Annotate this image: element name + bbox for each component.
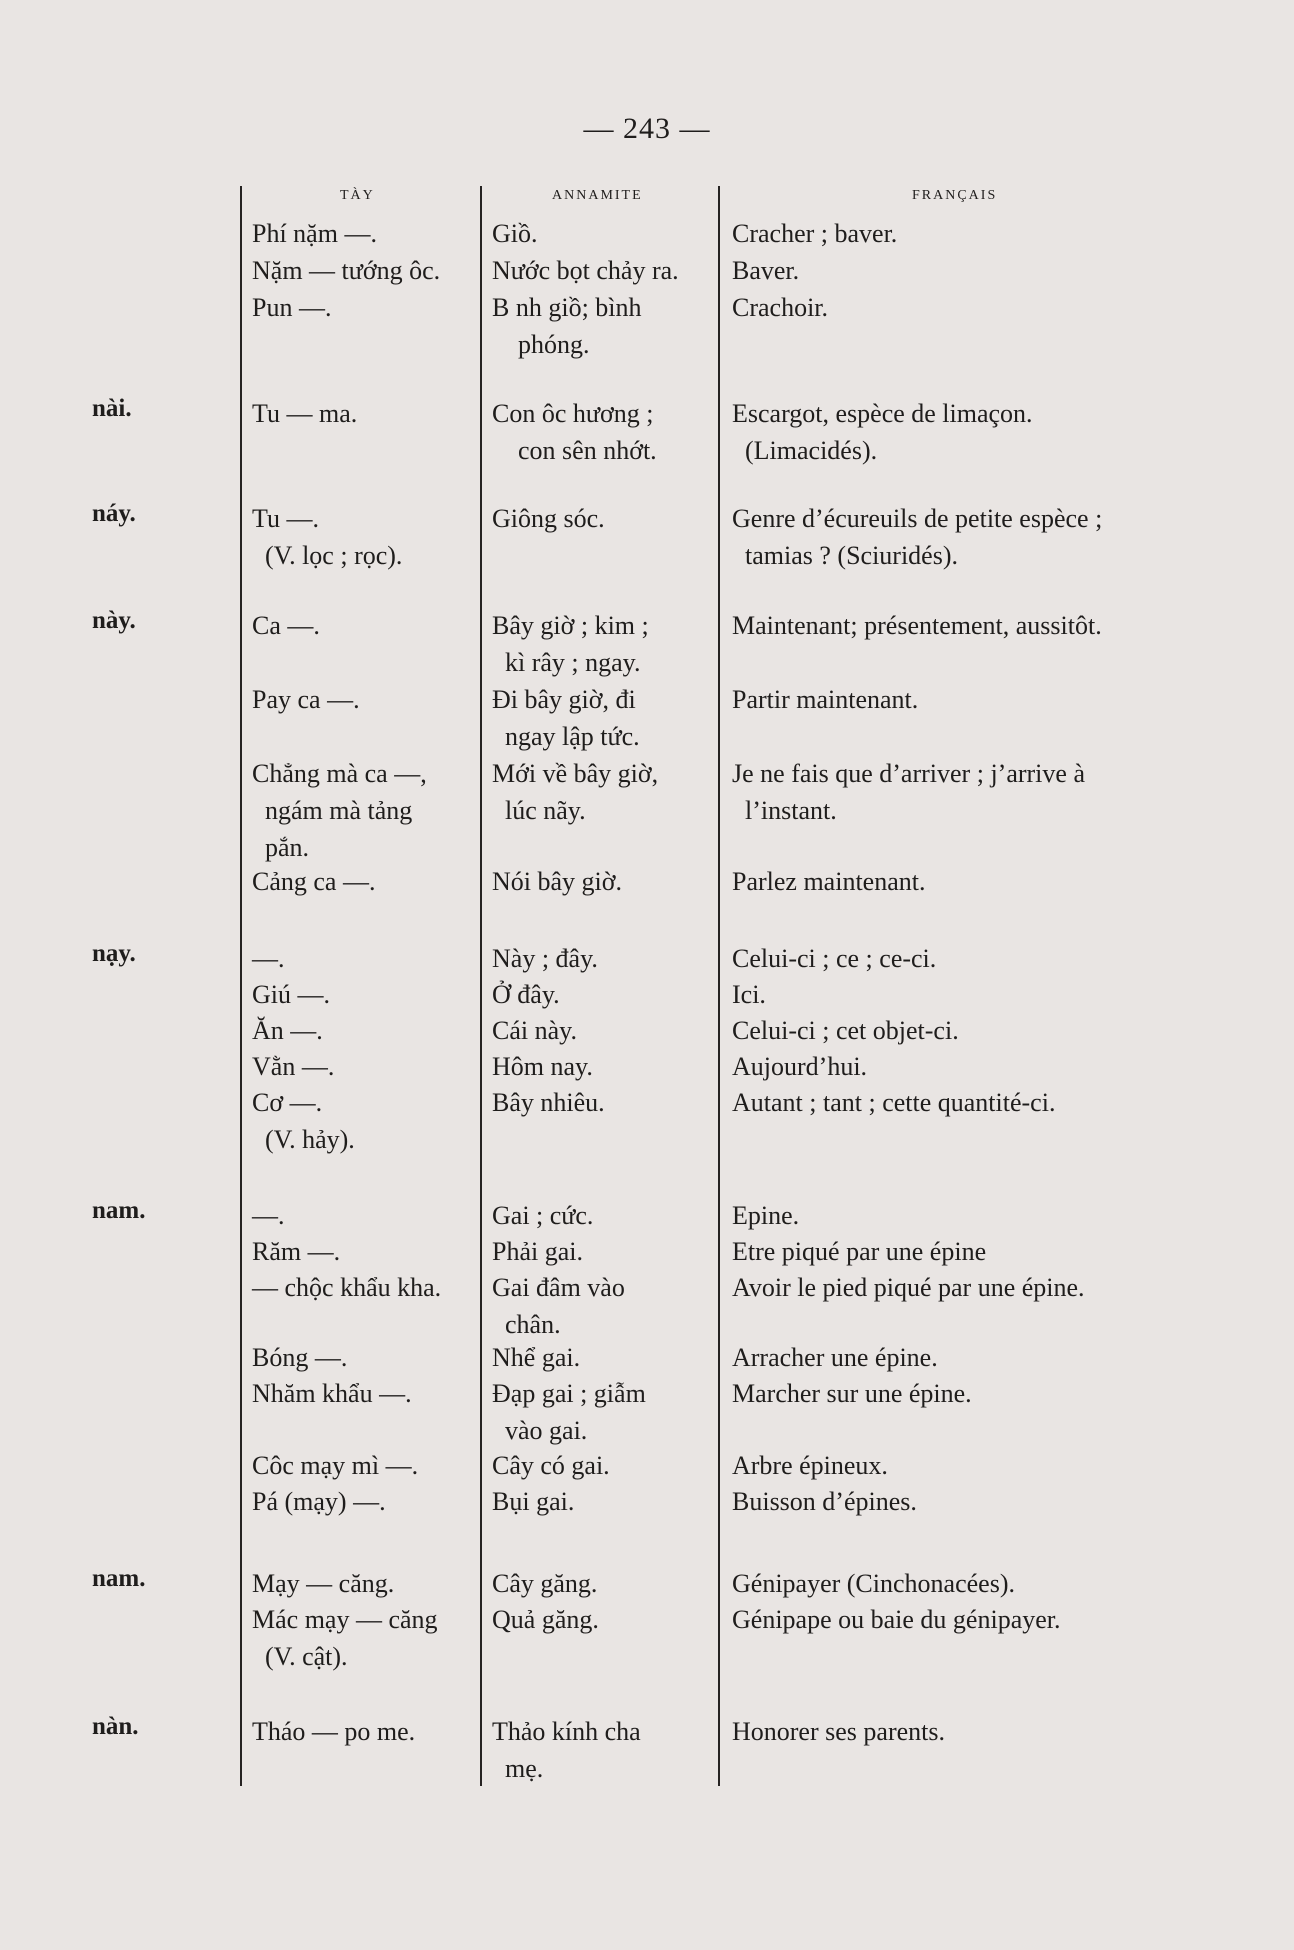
francais-cell: Partir maintenant.: [732, 685, 919, 714]
annamite-cell: Hôm nay.: [492, 1052, 593, 1081]
francais-cell: Baver.: [732, 256, 800, 285]
tay-cell: Bóng —.: [252, 1343, 348, 1372]
annamite-cell: Nói bây giờ.: [492, 867, 623, 896]
entry-headword: nài.: [92, 395, 132, 422]
francais-cell: Aujourd’hui.: [732, 1052, 868, 1081]
entry-headword: nam.: [92, 1197, 146, 1224]
francais-cell: Genre d’écureuils de petite espèce ; tamias ? (Sciuridés).: [732, 504, 1103, 570]
francais-cell: Celui-ci ; cet objet-ci.: [732, 1016, 959, 1045]
entry-headword: này.: [92, 607, 136, 634]
tay-cell: Mác mạy — căng (V. cật).: [252, 1605, 438, 1671]
annamite-cell: Bây nhiêu.: [492, 1088, 605, 1117]
annamite-cell: Nước bọt chảy ra.: [492, 256, 679, 285]
annamite-cell: Đạp gai ; giẫm vào gai.: [492, 1379, 646, 1445]
annamite-cell: Giồ.: [492, 219, 538, 248]
page-number: — 243 —: [583, 112, 711, 145]
annamite-cell: Cái này.: [492, 1016, 577, 1045]
annamite-cell: Cây găng.: [492, 1569, 598, 1598]
annamite-cell: Đi bây giờ, đi ngay lập tức.: [492, 685, 640, 751]
tay-cell: Pá (mạy) —.: [252, 1487, 386, 1516]
annamite-cell: Con ôc hương ; con sên nhớt.: [492, 399, 657, 465]
francais-cell: Honorer ses parents.: [732, 1717, 945, 1746]
francais-cell: Epine.: [732, 1201, 800, 1230]
annamite-cell: Này ; đây.: [492, 944, 598, 973]
column-header-annamite: ANNAMITE: [552, 188, 643, 203]
francais-cell: Buisson d’épines.: [732, 1487, 917, 1516]
column-header-tay: TÀY: [340, 188, 375, 203]
francais-cell: Cracher ; baver.: [732, 219, 898, 248]
entry-headword: nàn.: [92, 1713, 139, 1740]
tay-cell: Tháo — po me.: [252, 1717, 416, 1746]
tay-cell: Chẳng mà ca —, ngám mà tảng pắn.: [252, 759, 427, 862]
tay-cell: Pun —.: [252, 293, 332, 322]
annamite-cell: Quả găng.: [492, 1605, 599, 1634]
francais-cell: Escargot, espèce de limaçon. (Limacidés).: [732, 399, 1033, 465]
francais-cell: Parlez maintenant.: [732, 867, 926, 896]
francais-cell: Marcher sur une épine.: [732, 1379, 972, 1408]
francais-cell: Crachoir.: [732, 293, 829, 322]
tay-cell: Ăn —.: [252, 1016, 323, 1045]
entry-headword: náy.: [92, 500, 136, 527]
tay-cell: —.: [252, 944, 285, 973]
tay-cell: Nặm — tướng ôc.: [252, 256, 441, 285]
tay-cell: Mạy — căng.: [252, 1569, 395, 1598]
entry-headword: nam.: [92, 1565, 146, 1592]
francais-cell: Je ne fais que d’arriver ; j’arrive à l’instant.: [732, 759, 1085, 825]
annamite-cell: B nh giồ; bình phóng.: [492, 293, 642, 359]
francais-cell: Autant ; tant ; cette quantité-ci.: [732, 1088, 1056, 1117]
annamite-cell: Bây giờ ; kim ; kì rây ; ngay.: [492, 611, 649, 677]
annamite-cell: Cây có gai.: [492, 1451, 610, 1480]
francais-cell: Celui-ci ; ce ; ce-ci.: [732, 944, 937, 973]
annamite-cell: Mới về bây giờ, lúc nãy.: [492, 759, 659, 825]
francais-cell: Arbre épineux.: [732, 1451, 888, 1480]
francais-cell: Génipape ou baie du génipayer.: [732, 1605, 1061, 1634]
tay-cell: Côc mạy mì —.: [252, 1451, 419, 1480]
column-divider-middle: [480, 186, 482, 1786]
tay-cell: Nhăm khẩu —.: [252, 1379, 412, 1408]
entry-headword: nạy.: [92, 940, 136, 967]
annamite-cell: Ở đây.: [492, 980, 560, 1009]
tay-cell: Cảng ca —.: [252, 867, 376, 896]
tay-cell: Giú —.: [252, 980, 330, 1009]
tay-cell: Vằn —.: [252, 1052, 335, 1081]
annamite-cell: Bụi gai.: [492, 1487, 575, 1516]
annamite-cell: Gai đâm vào chân.: [492, 1273, 625, 1339]
francais-cell: Etre piqué par une épine: [732, 1237, 987, 1266]
francais-cell: Avoir le pied piqué par une épine.: [732, 1273, 1085, 1302]
tay-cell: —.: [252, 1201, 285, 1230]
annamite-cell: Gai ; cức.: [492, 1201, 594, 1230]
francais-cell: Arracher une épine.: [732, 1343, 938, 1372]
column-header-francais: FRANÇAIS: [912, 188, 998, 203]
francais-cell: Maintenant; présentement, aussitôt.: [732, 611, 1102, 640]
tay-cell: Tu —. (V. lọc ; rọc).: [252, 504, 403, 570]
annamite-cell: Giông sóc.: [492, 504, 605, 533]
annamite-cell: Thảo kính cha mẹ.: [492, 1717, 641, 1783]
tay-cell: Phí nặm —.: [252, 219, 377, 248]
tay-cell: Cơ —. (V. hảy).: [252, 1088, 355, 1154]
column-divider-left: [240, 186, 242, 1786]
francais-cell: Génipayer (Cinchonacées).: [732, 1569, 1015, 1598]
tay-cell: Pay ca —.: [252, 685, 360, 714]
annamite-cell: Nhể gai.: [492, 1343, 581, 1372]
tay-cell: — chộc khẩu kha.: [252, 1273, 442, 1302]
francais-cell: Ici.: [732, 980, 766, 1009]
tay-cell: Tu — ma.: [252, 399, 358, 428]
annamite-cell: Phải gai.: [492, 1237, 583, 1266]
tay-cell: Răm —.: [252, 1237, 341, 1266]
tay-cell: Ca —.: [252, 611, 320, 640]
